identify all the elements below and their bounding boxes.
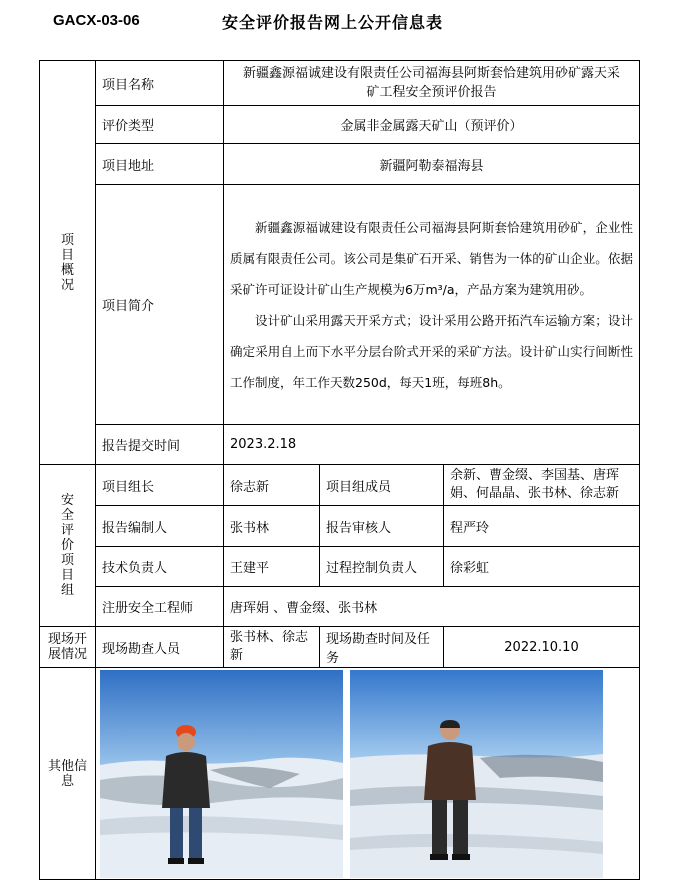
project-address-value: 新疆阿勒泰福海县: [224, 144, 640, 185]
team-members-label: 项目组成员: [320, 465, 444, 506]
overview-group-label: 项目概况: [40, 61, 96, 465]
report-author-label: 报告编制人: [96, 506, 224, 547]
process-control-label: 过程控制负责人: [320, 547, 444, 587]
project-intro-label: 项目简介: [96, 185, 224, 425]
page-title: 安全评价报告网上公开信息表: [222, 13, 444, 32]
site-staff-value: 张书林、徐志新: [224, 627, 320, 668]
report-author-value: 张书林: [224, 506, 320, 547]
site-group-label: 现场开展情况: [40, 627, 96, 668]
submit-time-value: 2023.2.18: [224, 425, 640, 465]
document-code: GACX-03-06: [53, 12, 140, 29]
site-staff-label: 现场勘查人员: [96, 627, 224, 668]
report-reviewer-label: 报告审核人: [320, 506, 444, 547]
safety-engineer-value: 唐珲娟 、曹金缀、张书林: [224, 587, 640, 627]
tech-lead-label: 技术负责人: [96, 547, 224, 587]
project-name-value: 新疆鑫源福诚建设有限责任公司福海县阿斯套恰建筑用砂矿露天采矿工程安全预评价报告: [224, 61, 640, 106]
site-time-value: 2022.10.10: [444, 627, 640, 668]
other-info-label: 其他信息: [40, 668, 96, 880]
info-table: [39, 60, 640, 880]
eval-type-label: 评价类型: [96, 106, 224, 144]
intro-paragraph-2: 设计矿山采用露天开采方式；设计采用公路开拓汽车运输方案；设计确定采用自上而下水平分层台阶式开采的采矿方法。设计矿山实行间断性工作制度，年工作天数250d，每天1班，每班8h。: [230, 312, 633, 390]
tech-lead-value: 王建平: [224, 547, 320, 587]
project-intro-text: [224, 185, 640, 425]
submit-time-label: 报告提交时间: [96, 425, 224, 465]
site-time-label: 现场勘查时间及任务: [320, 627, 444, 668]
project-name-label: 项目名称: [96, 61, 224, 106]
team-leader-label: 项目组长: [96, 465, 224, 506]
team-members-value: 余新、曹金缀、李国基、唐珲娟、何晶晶、张书林、徐志新: [444, 465, 640, 506]
safety-engineer-label: 注册安全工程师: [96, 587, 224, 627]
report-reviewer-value: 程严玲: [444, 506, 640, 547]
site-photo-1: [100, 670, 343, 878]
site-photo-2: [350, 670, 603, 878]
photos-cell: [96, 668, 640, 880]
team-leader-value: 徐志新: [224, 465, 320, 506]
team-group-label: 安全评价项目组: [40, 465, 96, 627]
intro-paragraph-1: 新疆鑫源福诚建设有限责任公司福海县阿斯套恰建筑用砂矿，企业性质属有限责任公司。该公司是集矿石开采、销售为一体的矿山企业。依据采矿许可证设计矿山生产规模为6万m³/a，产品方案为建筑用砂。: [230, 219, 633, 297]
eval-type-value: 金属非金属露天矿山（预评价）: [224, 106, 640, 144]
process-control-value: 徐彩虹: [444, 547, 640, 587]
project-address-label: 项目地址: [96, 144, 224, 185]
